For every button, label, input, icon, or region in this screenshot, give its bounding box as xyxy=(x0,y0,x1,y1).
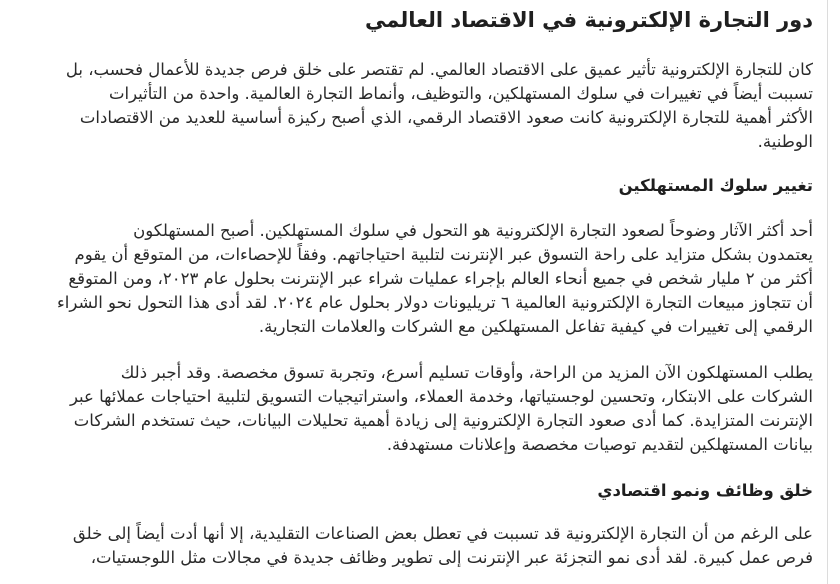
section-heading-consumer-behavior: تغيير سلوك المستهلكين xyxy=(618,176,813,195)
paragraph-line: أن تتجاوز مبيعات التجارة الإلكترونية العالمية ٦ تريليونات دولار بحلول عام ٢٠٢٤. لقد أدى هذا التحول نحو الشراء xyxy=(57,293,813,312)
paragraph-line: الشركات على الابتكار، وتحسين لوجستياتها، وخدمة العملاء، واستراتيجيات التسويق لتلبية احتياجات عملائها عبر xyxy=(69,387,813,406)
paragraph-line: الوطنية. xyxy=(757,132,813,151)
paragraph-line: الإنترنت المتزايدة. كما أدى صعود التجارة الإلكترونية إلى زيادة أهمية تحليلات البيانات، حيث تستخدم الشركات xyxy=(73,411,813,430)
paragraph-line: الأكثر أهمية للتجارة الإلكترونية كانت صعود الاقتصاد الرقمي، الذي أصبح ركيزة أساسية للعديد من الاقتصادات xyxy=(79,108,813,127)
paragraph-line: أكثر من ٢ مليار شخص في جميع أنحاء العالم بإجراء عمليات شراء عبر الإنترنت بحلول عام ٢٠٢٣، ومن المتوقع xyxy=(68,269,813,288)
paragraph-line: أحد أكثر الآثار وضوحاً لصعود التجارة الإلكترونية هو التحول في سلوك المستهلكين. أصبح المستهلكون xyxy=(133,221,813,240)
paragraph-line: بيانات المستهلكين لتقديم توصيات مخصصة وإعلانات مستهدفة. xyxy=(386,435,813,454)
intro-paragraph xyxy=(66,58,813,154)
paragraph-line: يعتمدون بشكل متزايد على راحة التسوق عبر الإنترنت لتلبية احتياجاتهم. وفقاً للإحصاءات، من المتوقع أن يقوم xyxy=(74,245,813,264)
jobs-paragraph-1 xyxy=(73,522,813,570)
article-title: دور التجارة الإلكترونية في الاقتصاد العالمي xyxy=(365,8,813,32)
paragraph-line: كان للتجارة الإلكترونية تأثير عميق على الاقتصاد العالمي. لم تقتصر على خلق فرص جديدة للأعمال فحسب، بل xyxy=(65,60,813,79)
consumer-paragraph-1 xyxy=(57,219,813,339)
paragraph-line: الرقمي إلى تغييرات في كيفية تفاعل المستهلكين مع الشركات والعلامات التجارية. xyxy=(258,317,813,336)
paragraph-line: فرص عمل كبيرة. لقد أدى نمو التجزئة عبر الإنترنت إلى تطوير وظائف جديدة في مجالات مثل اللوجستيات، xyxy=(90,548,813,567)
paragraph-line: يطلب المستهلكون الآن المزيد من الراحة، وأوقات تسليم أسرع، وتجربة تسوق مخصصة. وقد أجبر ذلك xyxy=(120,363,813,382)
consumer-paragraph-2 xyxy=(70,361,813,457)
paragraph-line: على الرغم من أن التجارة الإلكترونية قد تسببت في تعطل بعض الصناعات التقليدية، إلا أنها أدت أيضاً إلى خلق xyxy=(72,524,813,543)
section-heading-jobs-growth: خلق وظائف ونمو اقتصادي xyxy=(597,481,813,500)
paragraph-line: تسببت أيضاً في تغييرات في سلوك المستهلكين، والتوظيف، وأنماط التجارة العالمية. واحدة من التأثيرات xyxy=(108,84,813,103)
